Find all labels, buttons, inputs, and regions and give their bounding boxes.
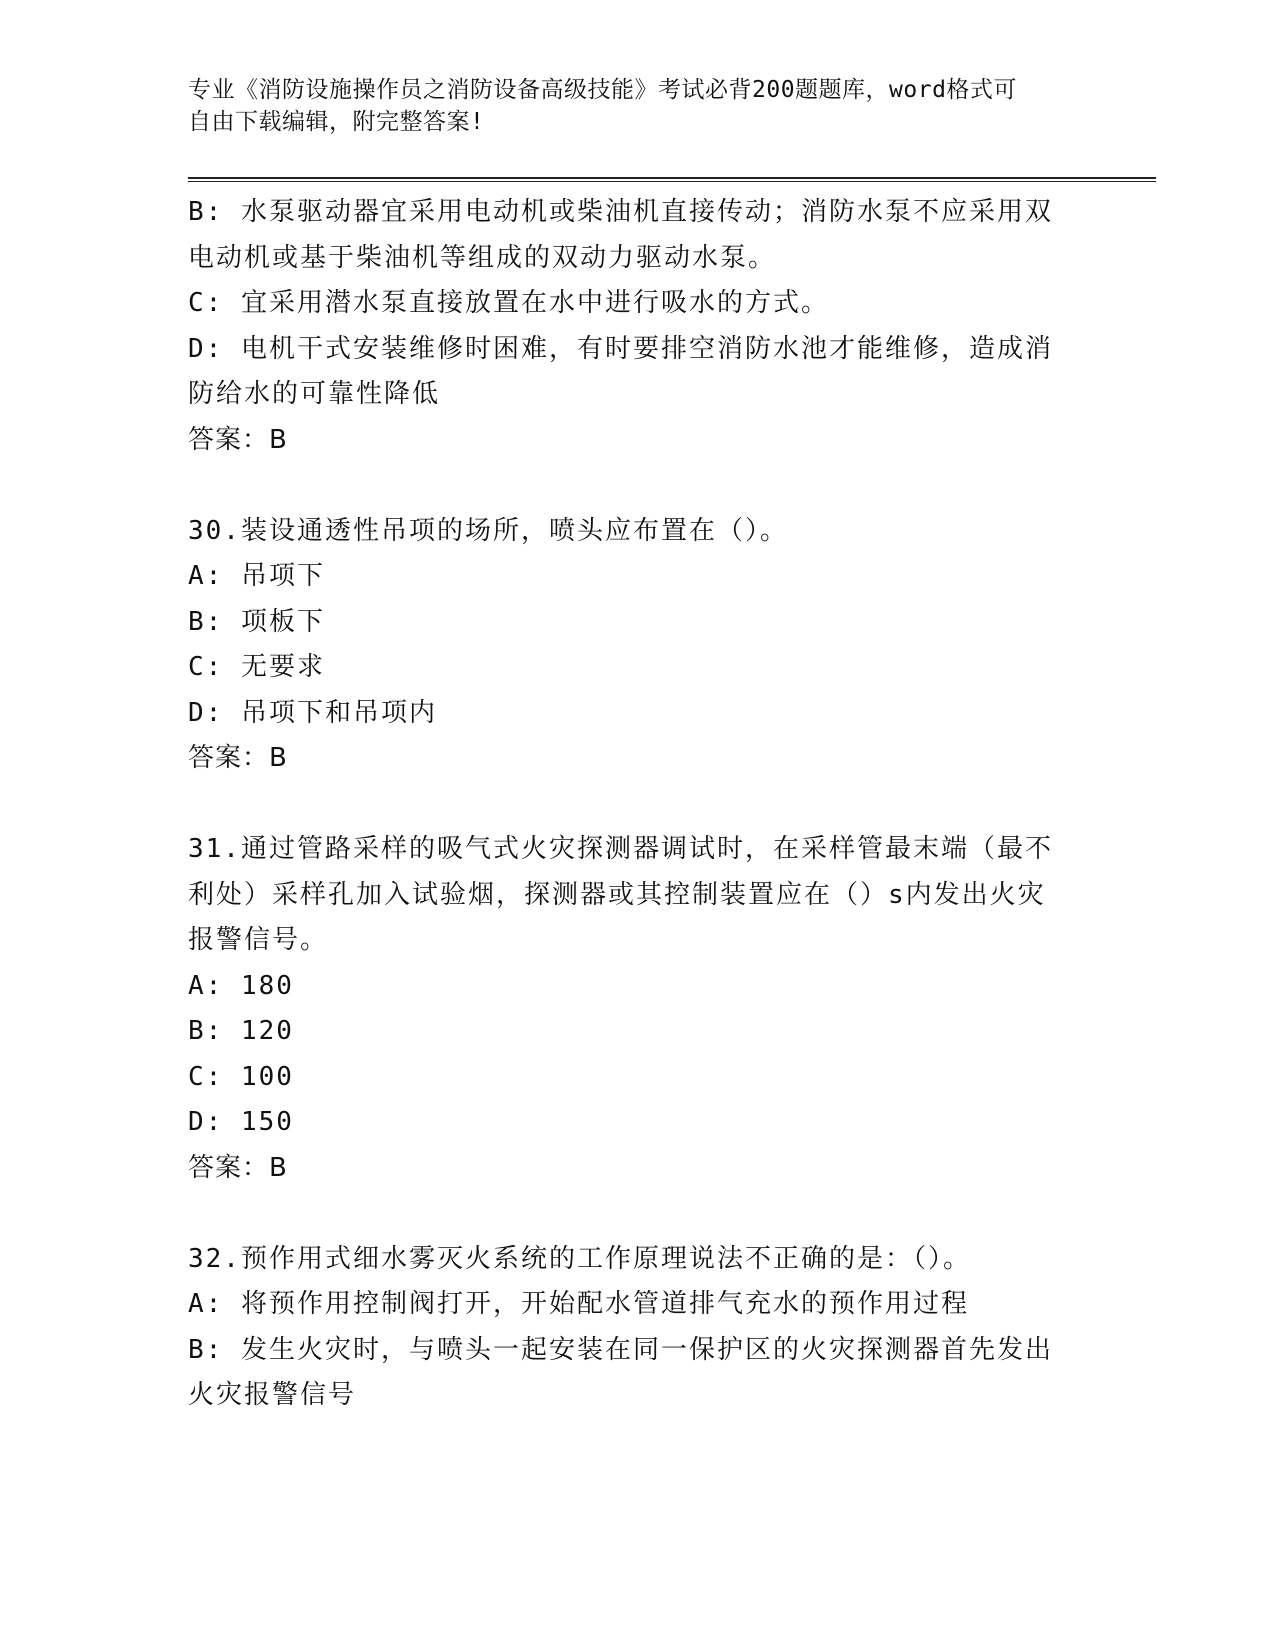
question-32 [188, 1237, 1088, 1419]
question-stem-continued: 报警信号。 [188, 925, 329, 955]
spacer [188, 463, 1088, 509]
option-b: B: 项板下 [188, 606, 325, 637]
answer-line: 答案：B [188, 1152, 288, 1183]
option-c: C: 宜采用潜水泵直接放置在水中进行吸水的方式。 [188, 288, 829, 318]
option-b-continued: 火灾报警信号 [188, 1380, 357, 1410]
option-b: B: 发生火灾时，与喷头一起安装在同一保护区的火灾探测器首先发出 [188, 1334, 1053, 1365]
option-d-continued: 防给水的可靠性降低 [188, 379, 441, 409]
answer-line: 答案：B [188, 424, 288, 455]
header-line-1: 专业《消防设施操作员之消防设备高级技能》考试必背200题题库，word格式可 [188, 77, 1017, 103]
option-d: D: 电机干式安装维修时困难，有时要排空消防水池才能维修，造成消 [188, 333, 1053, 364]
spacer [188, 1191, 1088, 1237]
question-stem: 32.预作用式细水雾灭火系统的工作原理说法不正确的是：（）。 [188, 1243, 971, 1274]
document-header [188, 74, 1078, 138]
option-a: A: 将预作用控制阀打开，开始配水管道排气充水的预作用过程 [188, 1289, 969, 1319]
answer-line: 答案：B [188, 743, 288, 773]
document-body [188, 190, 1088, 1419]
question-stem: 30.装设通透性吊项的场所，喷头应布置在（）。 [188, 515, 788, 546]
option-b: B: 120 [188, 1016, 294, 1046]
spacer [188, 782, 1088, 828]
option-a: A: 180 [188, 970, 294, 1001]
question-stem-continued: 利处）采样孔加入试验烟，探测器或其控制装置应在（）s内发出火灾 [188, 879, 1046, 910]
option-c: C: 无要求 [188, 652, 325, 682]
option-a: A: 吊项下 [188, 561, 325, 591]
option-d: D: 吊项下和吊项内 [188, 697, 437, 728]
header-line-2: 自由下载编辑，附完整答案! [188, 109, 485, 135]
question-30 [188, 509, 1088, 782]
option-b: B: 水泵驱动器宜采用电动机或柴油机直接传动；消防水泵不应采用双 [188, 197, 1053, 227]
question-31 [188, 827, 1088, 1191]
option-c: C: 100 [188, 1061, 294, 1092]
header-divider [188, 177, 1156, 182]
option-d: D: 150 [188, 1107, 294, 1137]
question-stem: 31.通过管路采样的吸气式火灾探测器调试时，在采样管最末端（最不 [188, 834, 1053, 864]
option-b-continued: 电动机或基于柴油机等组成的双动力驱动水泵。 [188, 242, 777, 273]
question-29-continued [188, 190, 1088, 463]
